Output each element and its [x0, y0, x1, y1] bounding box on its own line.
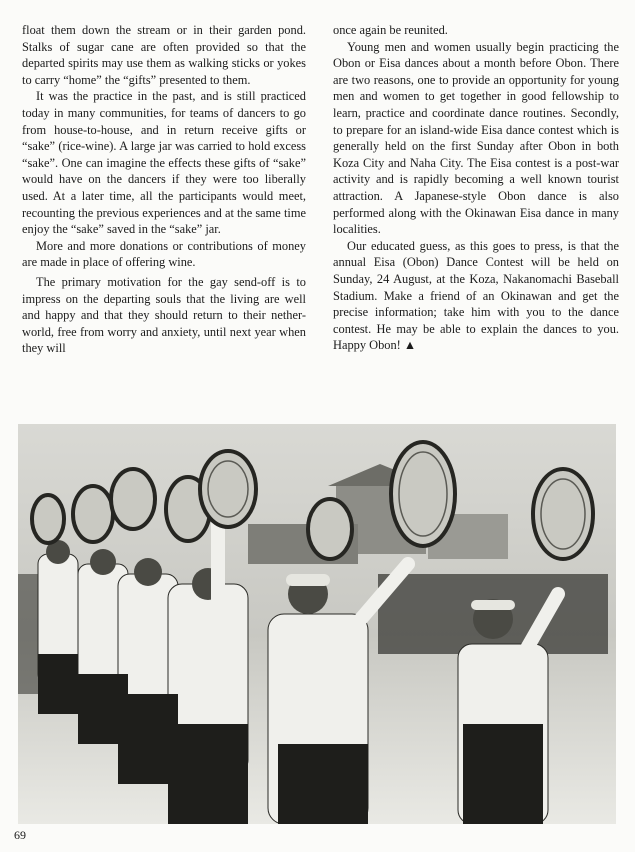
- paragraph: float them down the stream or in their garden pond. Stalks of sugar cane are often provided so that the departed spirits may use them as walking sticks or yokes to carry “home” the “gifts” presented to them.: [22, 23, 306, 87]
- eisa-drum-dancers-photo: [18, 424, 616, 824]
- paragraph: It was the practice in the past, and is still practiced today in many communities, for teams of dancers to go from house-to-house, and in return receive gifts or “sake” (rice-wine). A large jar was carried to hold excess “sake”. One can imagine the effects these gifts of “sake” would have on the dancers if they were too liberally used. At a later time, all the participants would meet, recounting the previous experiences and at the same time enjoy the “sake” saved in the “sake” jar.: [22, 89, 306, 237]
- paragraph: once again be reunited.: [333, 23, 448, 37]
- paragraph: More and more donations or contributions of money are made in place of offering wine.: [22, 238, 306, 270]
- left-text-column: [22, 22, 306, 357]
- right-text-column: [333, 22, 619, 354]
- paragraph: Our educated guess, as this goes to press, is that the annual Eisa (Obon) Dance Contest will be held on Sunday, 24 August, at the Koza, Nakanomachi Baseball Stadium. Make a friend of an Okinawan and get the precise information; take him with you to the dance contest. He may be able to explain the dances to you. Happy Obon! ▲: [333, 238, 619, 353]
- paragraph: The primary motivation for the gay send-off is to impress on the departing souls that the living are well and happy and that they should return to their nether-world, free from worry and anxiety, until next year when they will: [22, 274, 306, 356]
- page-number: 69: [14, 828, 26, 842]
- paragraph: Young men and women usually begin practicing the Obon or Eisa dances about a month before Obon. There are two reasons, one to provide an opportunity for young men and women to get together in good fellowship to learn, practice and coordinate dance routines. Secondly, to prepare for an island-wide Eisa dance contest which is generally held on the first Sunday after Obon in both Koza City and Naha City. The Eisa contest is a post-war activity and is rapidly becoming a well known tourist attraction. A Japanese-style Obon dance is also performed along with the Okinawan Eisa dance in many localities.: [333, 39, 619, 237]
